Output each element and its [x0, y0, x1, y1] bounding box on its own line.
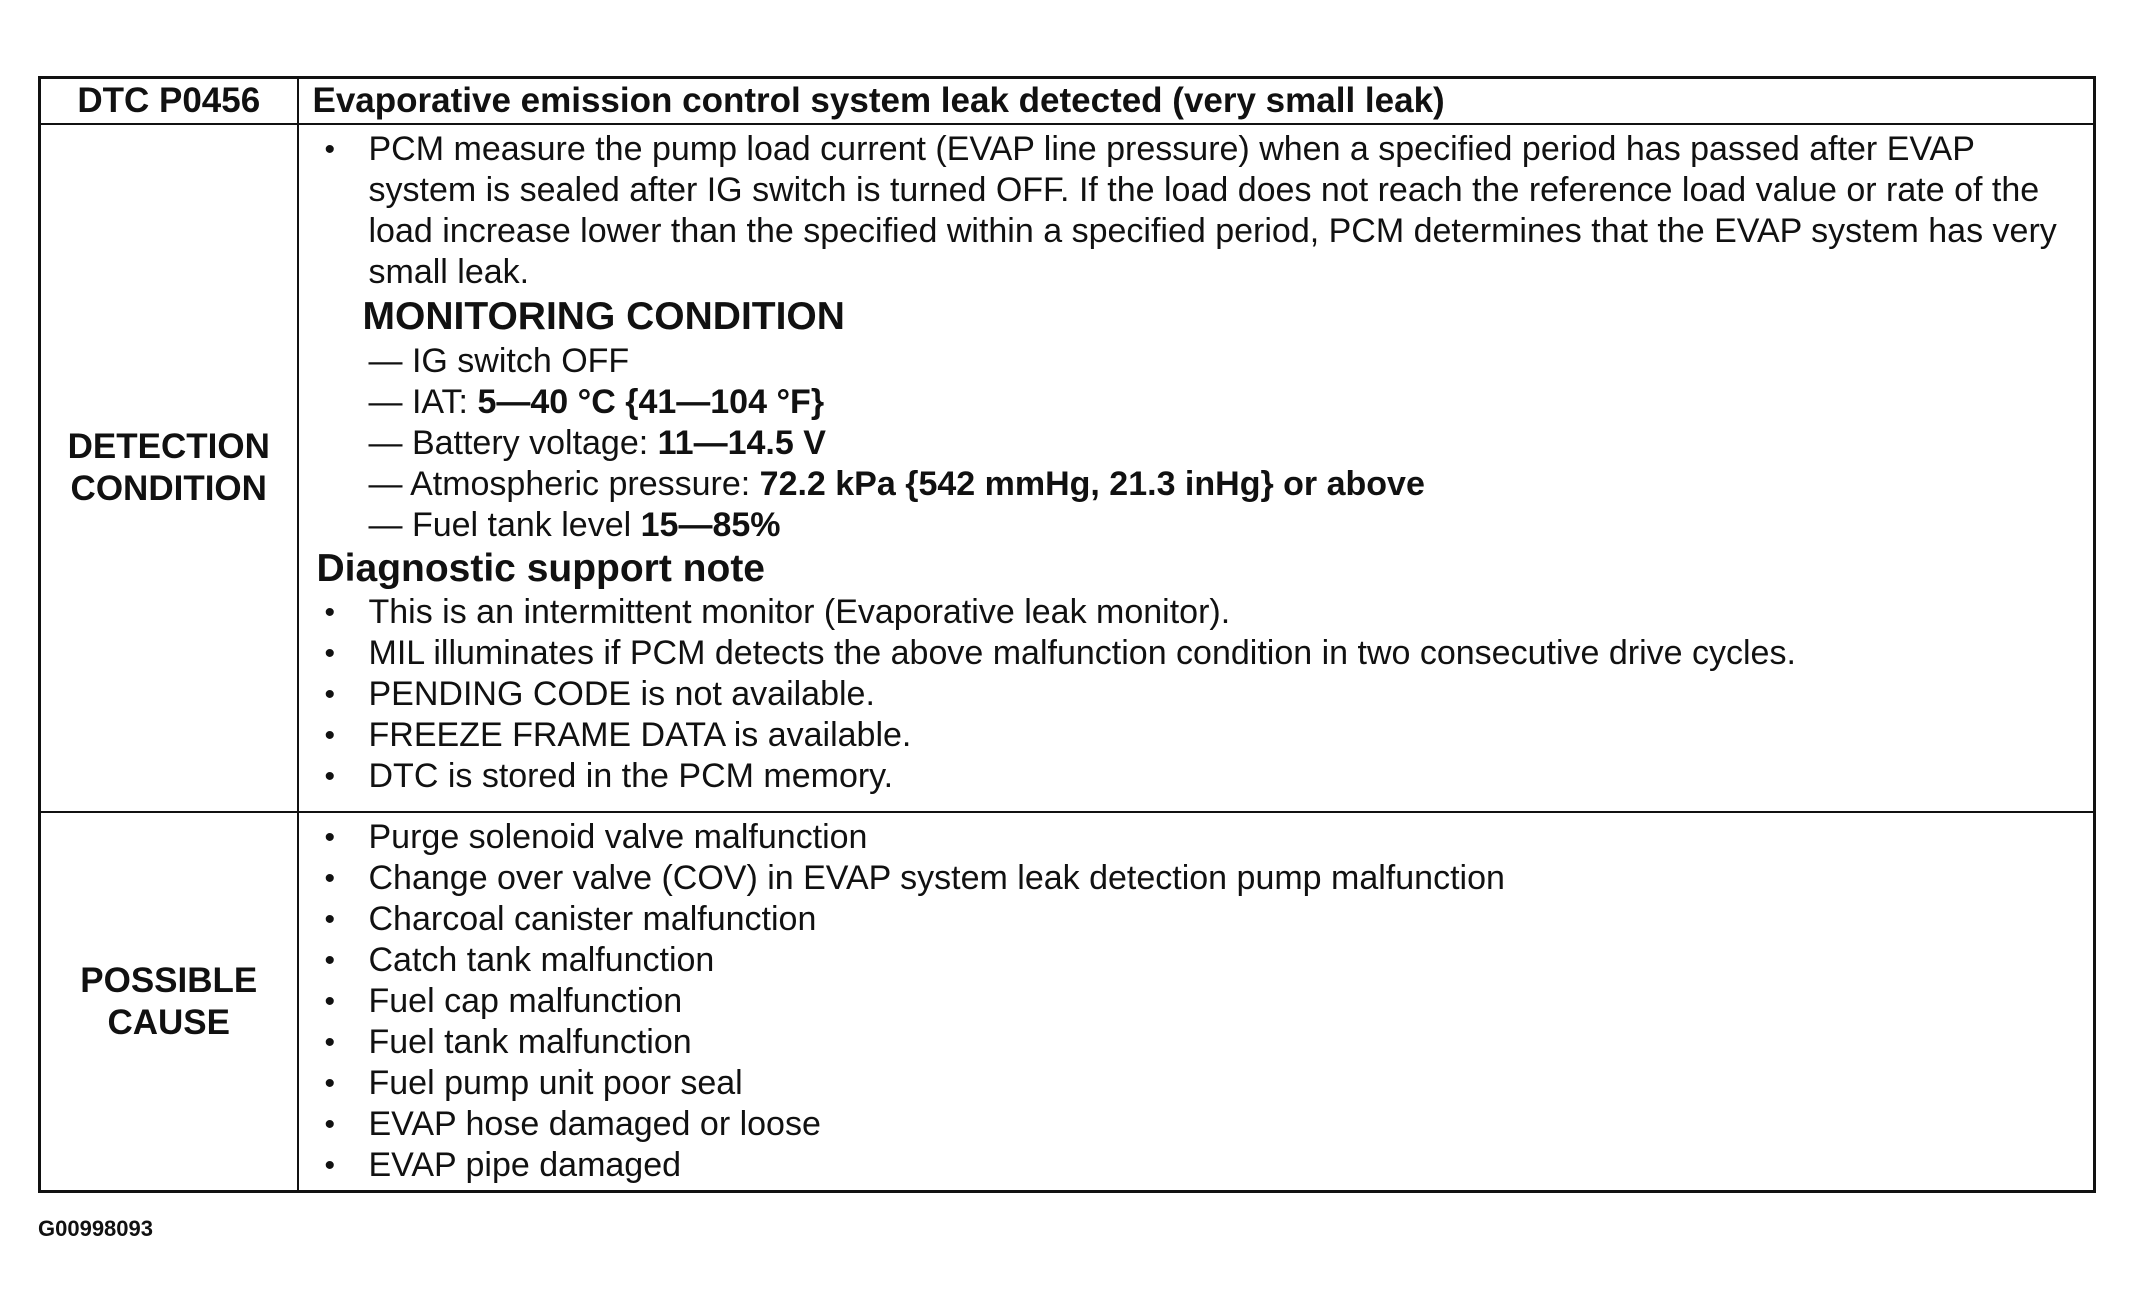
cause-item: • Change over valve (COV) in EVAP system leak detection pump malfunction [317, 858, 2080, 899]
detection-intro-list [317, 129, 2080, 293]
condition-text: — Fuel tank level [368, 506, 641, 544]
detection-condition-label [40, 124, 298, 812]
dtc-description: Evaporative emission control system leak detected (very small leak) [298, 78, 2095, 125]
cause-item: • Fuel cap malfunction [317, 981, 2080, 1022]
detection-label-line2: CONDITION [70, 469, 267, 508]
monitoring-condition-heading: MONITORING CONDITION [362, 295, 845, 338]
possible-label-line2: CAUSE [107, 1002, 231, 1042]
diagnostic-support-heading: Diagnostic support note [316, 547, 765, 590]
condition-item [317, 382, 2080, 423]
condition-text: — IG switch OFF [368, 342, 630, 380]
possible-cause-body [298, 812, 2095, 1192]
possible-cause-list [317, 817, 2080, 1186]
detection-label-line1: DETECTION [67, 427, 270, 466]
diagnostic-note: • FREEZE FRAME DATA is available. [317, 715, 2080, 756]
condition-item [317, 341, 2080, 382]
detection-condition-row [40, 124, 2095, 812]
condition-text: — Atmospheric pressure: [368, 465, 760, 503]
detection-intro: • PCM measure the pump load current (EVAP line pressure) when a specified period has passed after EVAP system is sealed after IG switch is turned OFF. If the load does not reach the reference load value or rate of the load increase lower than the specified within a specified period, PCM determines that the EVAP system has very small leak. [317, 129, 2080, 293]
cause-item: • EVAP hose damaged or loose [317, 1104, 2080, 1145]
detection-condition-body [298, 124, 2095, 812]
condition-value: 15—85% [640, 506, 781, 544]
cause-item: • Catch tank malfunction [317, 940, 2080, 981]
condition-item [317, 505, 2080, 546]
condition-item [317, 464, 2080, 505]
possible-cause-row [40, 812, 2095, 1192]
diagnostic-note: • DTC is stored in the PCM memory. [317, 756, 2080, 797]
diagnostic-note: • This is an intermittent monitor (Evaporative leak monitor). [317, 592, 2080, 633]
condition-item [317, 423, 2080, 464]
diagnostic-notes-list [317, 592, 2080, 797]
possible-label-line1: POSSIBLE [80, 960, 258, 1000]
condition-text: — IAT: [368, 383, 478, 421]
cause-item: • Purge solenoid valve malfunction [317, 817, 2080, 858]
figure-id: G00998093 [38, 1216, 153, 1241]
condition-text: — Battery voltage: [368, 424, 658, 462]
cause-item: • Charcoal canister malfunction [317, 899, 2080, 940]
diagnostic-note: • PENDING CODE is not available. [317, 674, 2080, 715]
diagnostic-note: • MIL illuminates if PCM detects the above malfunction condition in two consecutive drive cycles. [317, 633, 2080, 674]
dtc-code: DTC P0456 [40, 78, 298, 125]
cause-item: • EVAP pipe damaged [317, 1145, 2080, 1186]
condition-value: 72.2 kPa {542 mmHg, 21.3 inHg} or above [759, 465, 1425, 503]
dtc-table [38, 76, 2096, 1193]
condition-value: 5—40 °C {41—104 °F} [477, 383, 825, 421]
monitoring-condition-list [317, 341, 2080, 546]
cause-item: • Fuel tank malfunction [317, 1022, 2080, 1063]
cause-item: • Fuel pump unit poor seal [317, 1063, 2080, 1104]
possible-cause-label [40, 812, 298, 1192]
header-row [40, 78, 2095, 125]
condition-value: 11—14.5 V [657, 424, 826, 462]
